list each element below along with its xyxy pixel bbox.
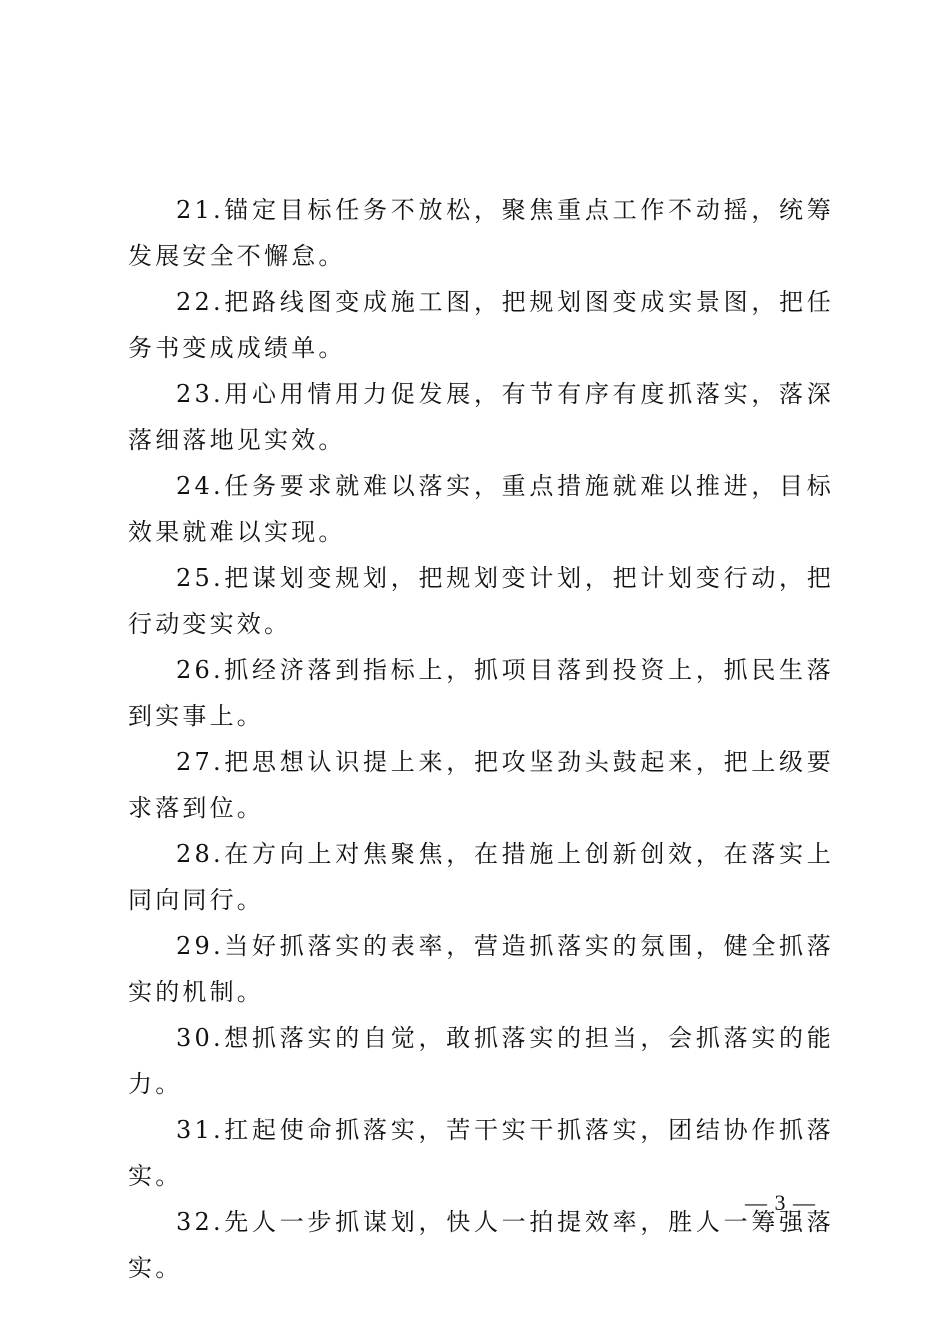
list-item: 29.当好抓落实的表率，营造抓落实的氛围，健全抓落实的机制。 [128,932,834,1006]
list-item: 21.锚定目标任务不放松，聚焦重点工作不动摇，统筹发展安全不懈怠。 [128,196,834,270]
list-item: 31.扛起使命抓落实，苦干实干抓落实，团结协作抓落实。 [128,1116,834,1190]
list-item: 23.用心用情用力促发展，有节有序有度抓落实，落深落细落地见实效。 [128,380,834,454]
list-item: 27.把思想认识提上来，把攻坚劲头鼓起来，把上级要求落到位。 [128,748,834,822]
list-item: 22.把路线图变成施工图，把规划图变成实景图，把任务书变成成绩单。 [128,288,834,362]
list-item: 28.在方向上对焦聚焦，在措施上创新创效，在落实上同向同行。 [128,840,834,914]
list-item: 26.抓经济落到指标上，抓项目落到投资上，抓民生落到实事上。 [128,656,834,730]
list-item: 25.把谋划变规划，把规划变计划，把计划变行动，把行动变实效。 [128,564,834,638]
page-number: — 3 — [745,1190,816,1215]
list-item: 24.任务要求就难以落实，重点措施就难以推进，目标效果就难以实现。 [128,472,834,546]
document-body [128,187,834,1291]
list-item: 32.先人一步抓谋划，快人一拍提效率，胜人一筹强落实。 [128,1208,834,1282]
list-item: 30.想抓落实的自觉，敢抓落实的担当，会抓落实的能力。 [128,1024,834,1098]
